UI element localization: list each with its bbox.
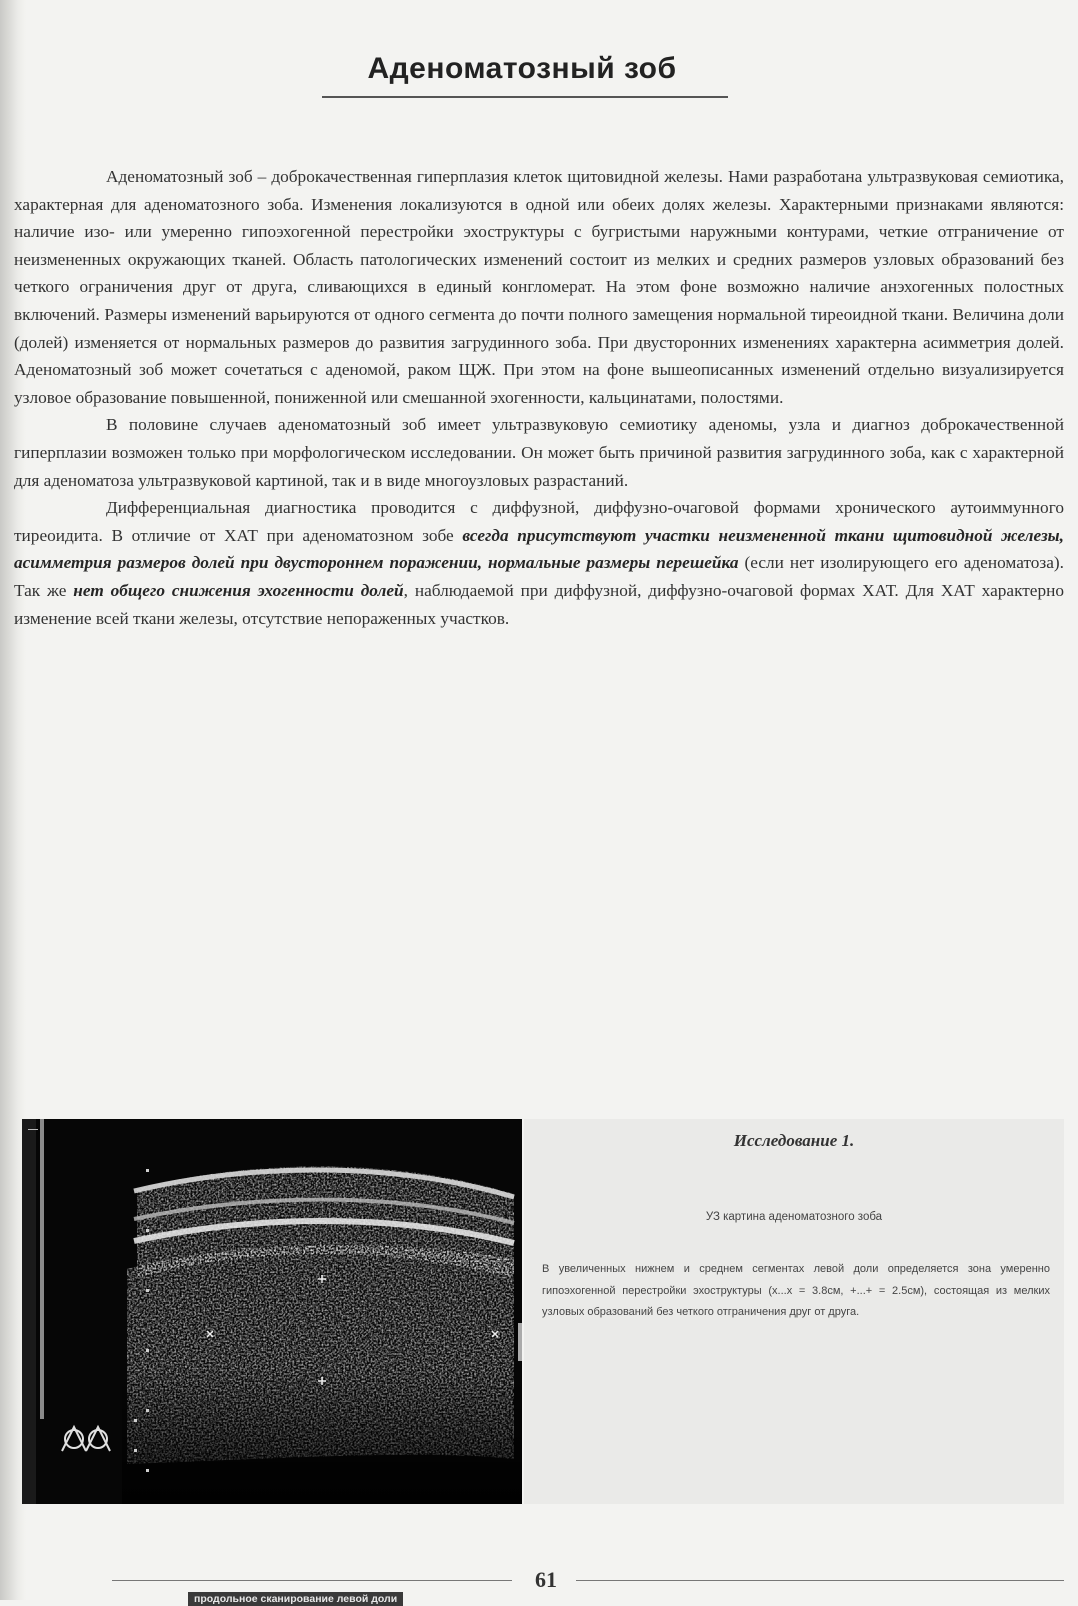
page-number: 61 [535, 1567, 557, 1592]
caption-text: В увеличенных нижнем и среднем сегментах левой доли определяется зона умеренно гипоэхогенной перестройки эхоструктуры (x...x = 3.8см, +...+ = 2.5см), состоящая из мелких узловых образований без четкого отграничения друг от друга. [542, 1263, 1050, 1318]
image-label: продольное сканирование левой доли [188, 1592, 403, 1606]
ultrasound-image [22, 1119, 522, 1605]
caption-title: Исследование 1. [733, 1131, 855, 1150]
caption-subtitle: УЗ картина аденоматозного зоба [705, 1211, 883, 1223]
footer-rule-left [112, 1580, 512, 1581]
footer-rule-right [576, 1580, 1064, 1581]
body-paragraph [14, 494, 1064, 632]
paragraph-text: (если нет изолирующего его аденоматоза). Так же [14, 553, 1064, 600]
paragraph-text: , наблюдаемой при диффузной, диффузно-очаговой формах ХАТ. Для ХАТ характерно изменение всей ткани железы, отсутствие непораженных участков. [14, 580, 1064, 628]
page-title: Аденоматозный зоб [367, 52, 677, 85]
title-underline [322, 96, 728, 98]
article-body [14, 163, 1064, 632]
paragraph-text: Аденоматозный зоб – доброкачественная гиперплазия клеток щитовидной железы. Нами разработана ультразвуковая семиотика, характерная для аденоматозного зоба. Изменения локализуются в одной или обеих долях железы. Характерными признаками являются: наличие изо- или умеренно гипоэхогенной перестройки эхоструктуры с бугристыми наружными контурами, четкие отграничение от неизмененных окружающих тканей. Область патологических изменений состоит из мелких и средних размеров узловых образований без четкого ограничения друг от друга, сливающихся в единый конгломерат. На этом фоне возможно наличие анэхогенных полостных включений. Размеры изменений варьируются от одного сегмента до почти полного замещения нормальной тиреоидной ткани. Величина доли (долей) изменяется от нормальных размеров до развития загрудинного зоба. При двусторонних изменениях характерна асимметрия долей. Аденоматозный зоб может сочетаться с аденомой, раком ЩЖ. При этом на фоне вышеописанных изменений отдельно визуализируется узловое образование повышенной, пониженной или смешанной эхогенности, кальцинатами, полостями. [14, 167, 1064, 407]
body-paragraph [14, 163, 1064, 411]
paragraph-text: В половине случаев аденоматозный зоб имеет ультразвуковую семиотику аденомы, узла и диагноз доброкачественной гиперплазии возможен только при морфологическом исследовании. Он может быть причиной развития загрудинного зоба, как с характерной для аденоматоза ультразвуковой картиной, так и в виде многоузловых разрастаний. [14, 415, 1064, 490]
figure-caption [524, 1119, 1064, 1504]
body-paragraph [14, 411, 1064, 494]
paragraph-text: Дифференциальная диагностика проводится с диффузной, диффузно-очаговой формами хронического аутоиммунного тиреоидита. В отличие от ХАТ при аденоматозном зобе [14, 498, 1064, 545]
emphasized-text: всегда присутствуют участки неизмененной ткани щитовидной железы, асимметрия размеров долей при двустороннем поражении, нормальные размеры перешейка [14, 525, 1064, 573]
ultrasound-scan [22, 1119, 522, 1504]
emphasized-text: нет общего снижения эхогенности долей [73, 580, 404, 600]
